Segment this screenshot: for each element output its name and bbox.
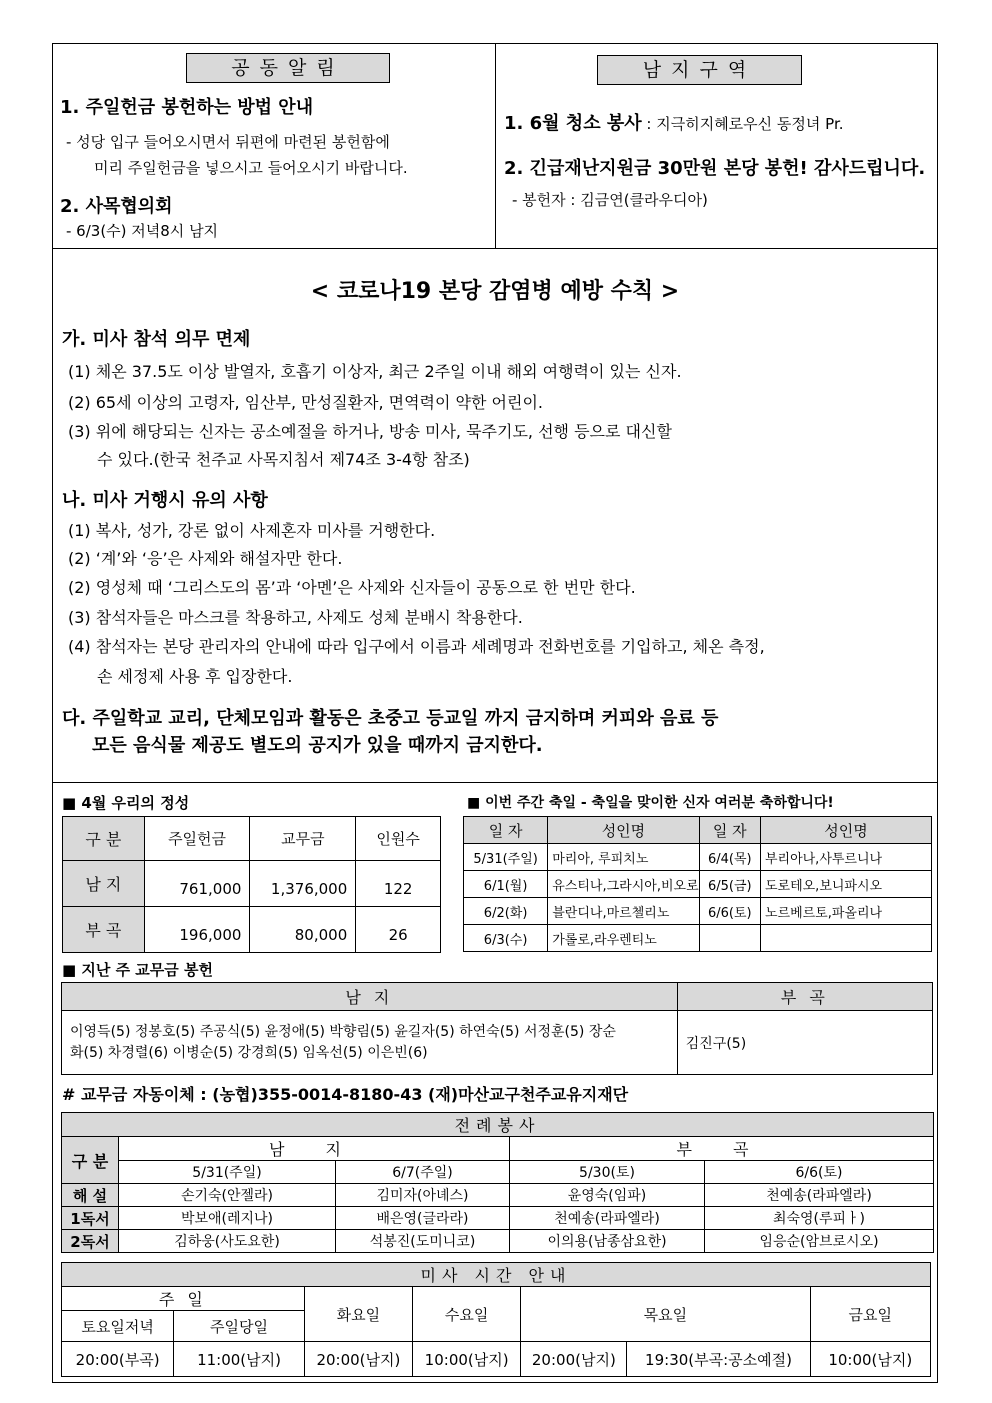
- feast-cell: 유스티나,그라시아,비오로: [548, 871, 699, 898]
- dues-col-namji: 남 지: [62, 983, 678, 1011]
- mass-time: 20:00(남지): [521, 1342, 627, 1377]
- covid-title: < 코로나19 본당 감염병 예방 수칙 >: [310, 279, 680, 304]
- top-divider: [495, 43, 496, 248]
- feast-header: 일 자: [699, 817, 760, 844]
- notice-item1-line2: 미리 주일헌금을 넣으시고 들어오시기 바랍니다.: [94, 159, 408, 177]
- feast-cell: 마리아, 루피치노: [548, 844, 699, 871]
- liturgy-cell: 천예송(라파엘라): [510, 1207, 705, 1230]
- feast-cell: 도로테오,보니파시오: [760, 871, 931, 898]
- liturgy-cell: 김미자(아녜스): [336, 1184, 510, 1207]
- liturgy-cell: 김하웅(사도요한): [119, 1230, 336, 1253]
- district-item2-line1: - 봉헌자 : 김금연(클라우디아): [512, 191, 708, 209]
- dues-autopay: # 교무금 자동이체 : (농협)355-0014-8180-43 (재)마산교구천주교유지재단: [62, 1085, 629, 1104]
- liturgy-title: 전례봉사: [62, 1113, 934, 1137]
- offering-cell: 761,000: [144, 861, 250, 907]
- mass-wed: 수요일: [413, 1287, 521, 1342]
- covid-secA-title: 가. 미사 참석 의무 면제: [62, 329, 251, 350]
- offering-cell: 122: [356, 861, 441, 907]
- liturgy-date: 6/7(주일): [336, 1161, 510, 1184]
- notice-item1-title: 1. 주일헌금 봉헌하는 방법 안내: [60, 97, 314, 118]
- covid-secB-line: (2) 영성체 때 ‘그리스도의 몸’과 ‘아멘’은 사제와 신자들이 공동으로 한 번만 한다.: [68, 578, 636, 597]
- feast-title: ■ 이번 주간 축일 - 축일을 맞이한 신자 여러분 축하합니다!: [467, 795, 834, 811]
- dues-col-bugok: 부 곡: [677, 983, 932, 1011]
- district-item1-detail: : 지극히지혜로우신 동정녀 Pr.: [641, 115, 844, 133]
- offering-title: ■ 4월 우리의 정성: [62, 794, 190, 812]
- mass-time: 10:00(남지): [413, 1342, 521, 1377]
- covid-secC-line2: 모든 음식물 제공도 별도의 공지가 있을 때까지 금지한다.: [92, 735, 543, 756]
- mass-fri: 금요일: [810, 1287, 930, 1342]
- liturgy-cell: 손기숙(안젤라): [119, 1184, 336, 1207]
- notice-item2-line1: - 6/3(수) 저녁8시 남지: [66, 222, 219, 240]
- offering-cell: 26: [356, 907, 441, 953]
- offering-cell: 196,000: [144, 907, 250, 953]
- feast-cell: 부리아나,사투르니나: [760, 844, 931, 871]
- mass-sat-eve: 토요일저녁: [62, 1311, 174, 1342]
- liturgy-cell: 박보애(레지나): [119, 1207, 336, 1230]
- covid-secB-line: (4) 참석자는 본당 관리자의 안내에 따라 입구에서 이름과 세례명과 전화번호를 기입하고, 체온 측정,: [68, 637, 765, 656]
- liturgy-role: 2독서: [62, 1230, 119, 1253]
- covid-secB-line: (2) ‘계’와 ‘응’은 사제와 해설자만 한다.: [68, 549, 343, 568]
- covid-bottom-line: [52, 782, 938, 783]
- feast-cell: 6/5(금): [699, 871, 760, 898]
- mass-time: 11:00(남지): [174, 1342, 305, 1377]
- dues-names-namji: [62, 1011, 678, 1075]
- dues-table: [61, 982, 933, 1075]
- notice-header: 공동알림: [186, 53, 390, 83]
- district-item1-title: 1. 6월 청소 봉사: [504, 113, 642, 134]
- mass-tue: 화요일: [304, 1287, 412, 1342]
- feast-table: [463, 816, 932, 952]
- dues-title: ■ 지난 주 교무금 봉헌: [62, 961, 213, 979]
- top-bottom-line: [52, 248, 938, 249]
- feast-cell: 6/1(월): [464, 871, 548, 898]
- liturgy-role: 해 설: [62, 1184, 119, 1207]
- liturgy-role: 1독서: [62, 1207, 119, 1230]
- covid-secB-line: 손 세정제 사용 후 입장한다.: [97, 667, 293, 686]
- offering-cell: 80,000: [250, 907, 356, 953]
- covid-secB-title: 나. 미사 거행시 유의 사항: [62, 490, 268, 511]
- feast-cell: 노르베르토,파올리나: [760, 898, 931, 925]
- liturgy-date: 5/30(토): [510, 1161, 705, 1184]
- mass-time: 10:00(남지): [810, 1342, 930, 1377]
- liturgy-label: 구 분: [62, 1137, 119, 1184]
- liturgy-date: 5/31(주일): [119, 1161, 336, 1184]
- mass-time: 20:00(남지): [304, 1342, 412, 1377]
- mass-title: 미사 시간 안내: [62, 1263, 931, 1287]
- mass-sunday: 주 일: [62, 1287, 305, 1311]
- dues-names-bugok: 김진구(5): [677, 1011, 932, 1075]
- feast-cell: [699, 925, 760, 952]
- feast-cell: 6/4(목): [699, 844, 760, 871]
- liturgy-bugok: 부 곡: [510, 1137, 934, 1161]
- liturgy-cell: 석봉진(도미니코): [336, 1230, 510, 1253]
- feast-header: 성인명: [760, 817, 931, 844]
- mass-thu: 목요일: [521, 1287, 810, 1342]
- covid-secB-line: (3) 참석자들은 마스크를 착용하고, 사제도 성체 분배시 착용한다.: [68, 608, 523, 627]
- feast-cell: 6/3(수): [464, 925, 548, 952]
- offering-row-label: 남 지: [63, 861, 145, 907]
- feast-cell: [760, 925, 931, 952]
- liturgy-cell: 천예송(라파엘라): [705, 1184, 934, 1207]
- covid-secC-line1: 다. 주일학교 교리, 단체모임과 활동은 초중고 등교일 까지 금지하며 커피와 음료 등: [62, 708, 719, 729]
- district-header: 남지구역: [597, 55, 802, 85]
- mass-time: 19:30(부곡:공소예절): [627, 1342, 810, 1377]
- offering-row-label: 부 곡: [63, 907, 145, 953]
- mass-table: [61, 1262, 931, 1377]
- dues-names-line2: 화(5) 차경렬(6) 이병순(5) 강경희(5) 임옥선(5) 이은빈(6): [70, 1044, 428, 1061]
- covid-secB-line: (1) 복사, 성가, 강론 없이 사제혼자 미사를 거행한다.: [68, 521, 436, 540]
- feast-header: 일 자: [464, 817, 548, 844]
- feast-cell: 6/6(토): [699, 898, 760, 925]
- covid-secA-line: (3) 위에 해당되는 신자는 공소예절을 하거나, 방송 미사, 묵주기도, 선행 등으로 대신할: [68, 422, 672, 441]
- feast-cell: 블란디나,마르첼리노: [548, 898, 699, 925]
- liturgy-cell: 윤영숙(임파): [510, 1184, 705, 1207]
- mass-sun-day: 주일당일: [174, 1311, 305, 1342]
- covid-secA-line: 수 있다.(한국 천주교 사목지침서 제74조 3-4항 참조): [97, 450, 470, 469]
- covid-secA-line: (2) 65세 이상의 고령자, 임산부, 만성질환자, 면역력이 약한 어린이.: [68, 393, 543, 412]
- offering-header: 주일헌금: [144, 817, 250, 861]
- offering-table: [62, 816, 441, 953]
- offering-header: 인원수: [356, 817, 441, 861]
- feast-header: 성인명: [548, 817, 699, 844]
- liturgy-cell: 최숙영(루피ㅏ): [705, 1207, 934, 1230]
- notice-item1-line1: - 성당 입구 들어오시면서 뒤편에 마련된 봉헌함에: [66, 133, 390, 151]
- district-item1: [504, 109, 844, 135]
- dues-names-line1: 이영득(5) 정봉호(5) 주공식(5) 윤정애(5) 박향림(5) 윤길자(5) 하연숙(5) 서정훈(5) 장순: [70, 1023, 616, 1040]
- offering-header: 구 분: [63, 817, 145, 861]
- mass-time: 20:00(부곡): [62, 1342, 174, 1377]
- liturgy-cell: 이의용(남종삼요한): [510, 1230, 705, 1253]
- liturgy-namji: 남 지: [119, 1137, 510, 1161]
- feast-cell: 가롤로,라우렌티노: [548, 925, 699, 952]
- liturgy-cell: 임응순(암브로시오): [705, 1230, 934, 1253]
- notice-item2-title: 2. 사목협의회: [60, 196, 173, 217]
- liturgy-table: [61, 1112, 934, 1253]
- offering-cell: 1,376,000: [250, 861, 356, 907]
- feast-cell: 6/2(화): [464, 898, 548, 925]
- district-item2-title: 2. 긴급재난지원금 30만원 본당 봉헌! 감사드립니다.: [504, 158, 926, 179]
- liturgy-date: 6/6(토): [705, 1161, 934, 1184]
- feast-cell: 5/31(주일): [464, 844, 548, 871]
- covid-secA-line: (1) 체온 37.5도 이상 발열자, 호흡기 이상자, 최근 2주일 이내 해외 여행력이 있는 신자.: [68, 362, 682, 381]
- offering-header: 교무금: [250, 817, 356, 861]
- liturgy-cell: 배은영(글라라): [336, 1207, 510, 1230]
